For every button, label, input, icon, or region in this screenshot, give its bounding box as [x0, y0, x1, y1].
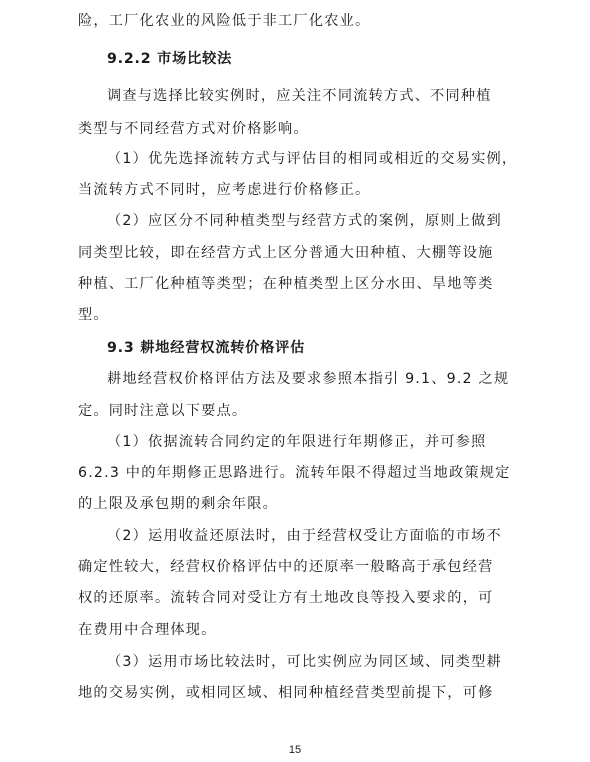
body-text-line: 耕地经营权价格评估方法及要求参照本指引 9.1、9.2 之规: [107, 371, 510, 387]
body-text-line: 类型与不同经营方式对价格影响。: [78, 121, 309, 137]
list-item-line: （1）依据流转合同约定的年限进行年期修正，并可参照: [107, 434, 487, 450]
body-text-line: 调查与选择比较实例时，应关注不同流转方式、不同种植: [107, 88, 492, 104]
body-text-line: 同类型比较，即在经营方式上区分普通大田种植、大棚等设施: [78, 245, 494, 261]
body-text-line: 权的还原率。流转合同对受让方有土地改良等投入要求的，可: [78, 590, 494, 606]
body-text-line: 在费用中合理体现。: [78, 622, 217, 638]
list-item-line: （1）优先选择流转方式与评估目的相同或相近的交易实例，: [107, 151, 518, 167]
list-item-line: （3）运用市场比较法时，可比实例应为同区域、同类型耕: [107, 654, 502, 670]
section-heading-9-2-2: 9.2.2 市场比较法: [107, 51, 233, 67]
list-item-line: （2）应区分不同种植类型与经营方式的案例，原则上做到: [107, 213, 502, 229]
body-text-line: 险，工厂化农业的风险低于非工厂化农业。: [78, 13, 371, 29]
page-number: 15: [288, 744, 302, 756]
body-text-line: 地的交易实例，或相同区域、相同种植经营类型前提下，可修: [78, 685, 494, 701]
body-text-line: 定。同时注意以下要点。: [78, 403, 248, 419]
body-text-line: 的上限及承包期的剩余年限。: [78, 496, 279, 512]
list-item-line: （2）运用收益还原法时，由于经营权受让方面临的市场不: [107, 528, 502, 544]
section-heading-9-3: 9.3 耕地经营权流转价格评估: [107, 340, 306, 356]
body-text-line: 型。: [78, 307, 109, 323]
body-text-line: 当流转方式不同时，应考虑进行价格修正。: [78, 182, 371, 198]
body-text-line: 6.2.3 中的年期修正思路进行。流转年限不得超过当地政策规定: [78, 465, 511, 481]
body-text-line: 种植、工厂化种植等类型；在种植类型上区分水田、旱地等类: [78, 276, 494, 292]
body-text-line: 确定性较大，经营权价格评估中的还原率一般略高于承包经营: [78, 559, 494, 575]
